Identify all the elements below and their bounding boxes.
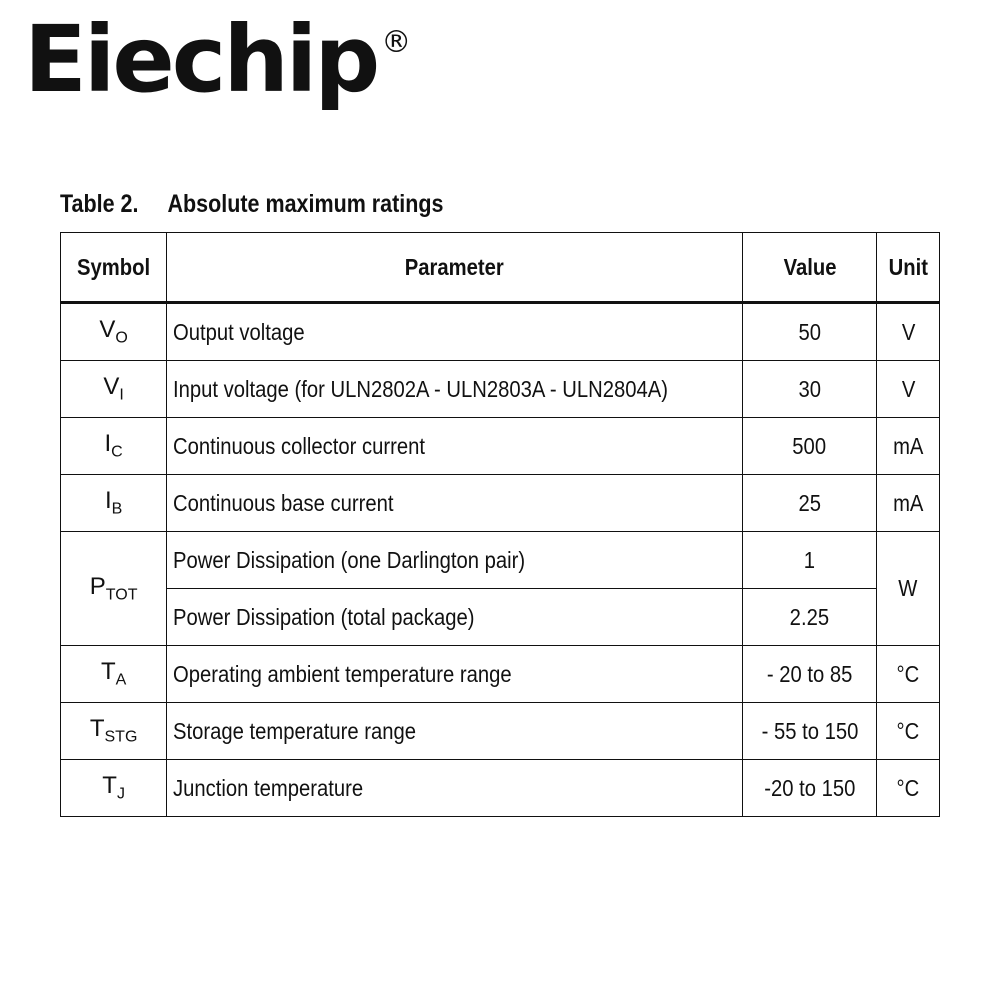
table-row [61,589,940,646]
symbol-cell: $I_C$ [61,418,167,475]
header-parameter: Parameter [167,233,743,303]
unit-cell: °C [877,646,940,703]
parameter-cell: Continuous base current [167,475,743,532]
table-number: Table 2. [60,190,139,218]
unit-cell: V [877,303,940,361]
unit-cell: V [877,361,940,418]
table-row [61,703,940,760]
table-row [61,532,940,589]
ratings-table [60,232,940,817]
parameter-cell: Power Dissipation (total package) [167,589,743,646]
brand-logo-text: Eiechip [24,6,378,113]
parameter-cell: Operating ambient temperature range [167,646,743,703]
symbol-cell: $V_I$ [61,361,167,418]
parameter-cell: Junction temperature [167,760,743,817]
table-title: Absolute maximum ratings [167,190,444,218]
value-cell: 25 [742,475,877,532]
value-cell: 1 [742,532,877,589]
table-row [61,475,940,532]
registered-mark: ® [381,25,412,60]
value-cell: - 55 to 150 [742,703,877,760]
unit-cell: mA [877,475,940,532]
table-row [61,760,940,817]
symbol-cell: $T_A$ [61,646,167,703]
table-row [61,303,940,361]
value-cell: 50 [742,303,877,361]
table-row [61,418,940,475]
table-caption [60,190,443,219]
parameter-cell: Continuous collector current [167,418,743,475]
value-cell: 30 [742,361,877,418]
unit-cell: mA [877,418,940,475]
header-value: Value [742,233,877,303]
symbol-cell: $T_{STG}$ [61,703,167,760]
symbol-cell: $I_B$ [61,475,167,532]
value-cell: 500 [742,418,877,475]
symbol-cell: $P_{TOT}$ [61,532,167,646]
header-unit: Unit [877,233,940,303]
unit-cell: °C [877,760,940,817]
unit-cell: °C [877,703,940,760]
table-header-row [61,233,940,303]
header-symbol: Symbol [61,233,167,303]
parameter-cell: Input voltage (for ULN2802A - ULN2803A - ULN2804A) [167,361,743,418]
value-cell: -20 to 150 [742,760,877,817]
unit-cell: W [877,532,940,646]
parameter-cell: Output voltage [167,303,743,361]
value-cell: 2.25 [742,589,877,646]
value-cell: - 20 to 85 [742,646,877,703]
table-row [61,361,940,418]
table-row [61,646,940,703]
parameter-cell: Storage temperature range [167,703,743,760]
brand-logo [24,6,412,113]
symbol-cell: $T_J$ [61,760,167,817]
parameter-cell: Power Dissipation (one Darlington pair) [167,532,743,589]
symbol-cell: $V_O$ [61,303,167,361]
